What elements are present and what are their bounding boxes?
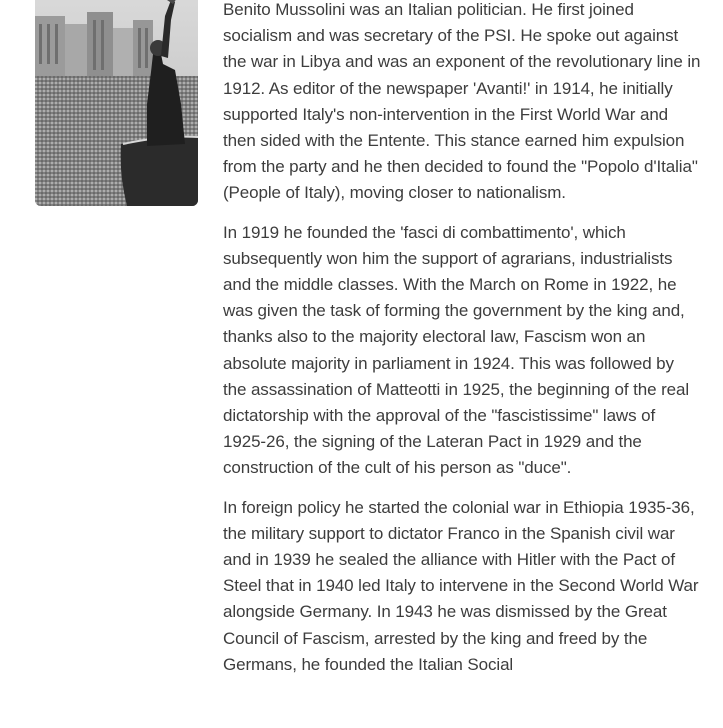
paragraph-rise-to-power: In 1919 he founded the 'fasci di combattimento', which subsequently won him the support of agrarians, industrialists and the middle classes. With the March on Rome in 1922, he was given the task of forming the government by the king and, thanks also to the majority electoral law, Fascism won an absolute majority in parliament in 1924. This was followed by the assassination of Matteotti in 1925, the beginning of the real dictatorship with the approval of the "fascistissime" laws of 1925-26, the signing of the Lateran Pact in 1929 and the construction of the cult of his person as "duce".	[223, 222, 690, 478]
photo-illustration	[35, 0, 198, 206]
article-photo	[35, 0, 198, 206]
paragraph-foreign-policy: In foreign policy he started the colonial war in Ethiopia 1935-36, the military support to dictator Franco in the Spanish civil war and in 1939 he sealed the alliance with Hitler with the Pact of Steel that in 1940 led Italy to intervene in the Second World War alongside Germany. In 1943 he was dismissed by the Great Council of Fascism, arrested by the king and freed by the Germans, he founded the Italian Social	[223, 497, 699, 674]
paragraph-early-career: Benito Mussolini was an Italian politician. He first joined socialism and was secretary of the PSI. He spoke out against the war in Libya and was an exponent of the revolutionary line in 1912. As editor of the newspaper 'Avanti!' in 1914, he initially supported Italy's non-intervention in the First World War and then sided with the Entente. This stance earned him expulsion from the party and he then decided to found the "Popolo d'Italia" (People of Italy), moving closer to nationalism.	[223, 0, 701, 203]
article-body	[223, 0, 701, 691]
